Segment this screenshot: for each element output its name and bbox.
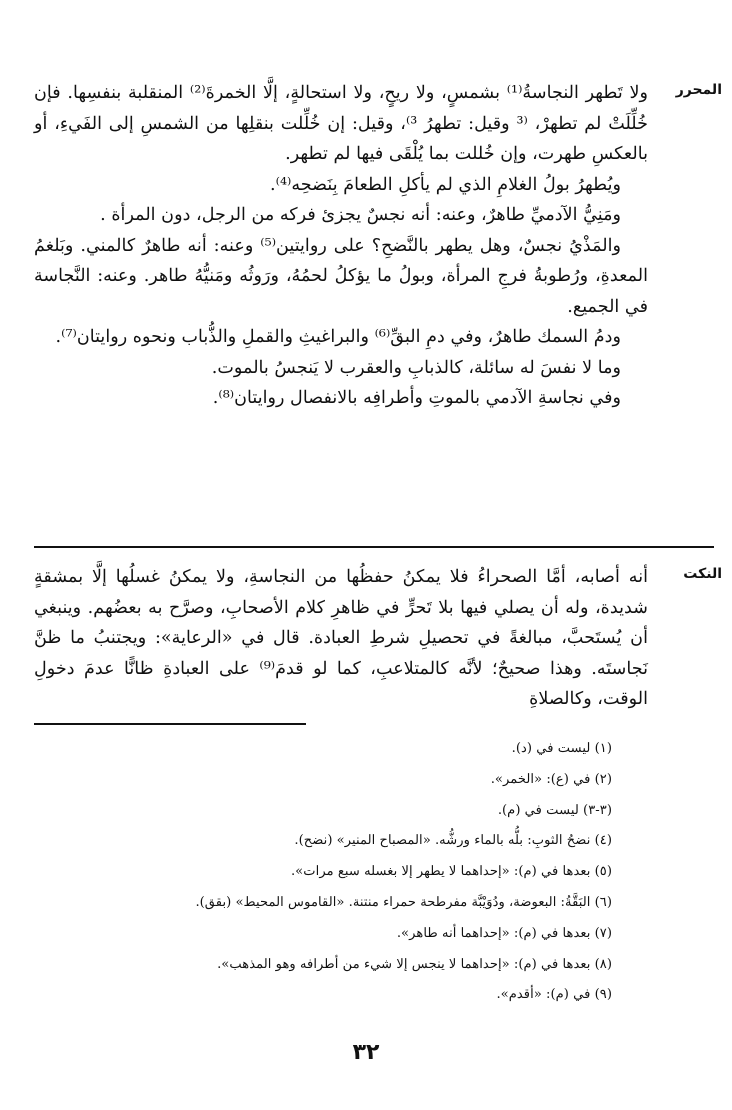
muharrar-paragraph: وما لا نفسَ له سائلة، كالذبابِ والعقرب لا يَنجسُ بالموت. (211, 357, 621, 378)
footnote: (٣-٣) ليست في (م). (497, 802, 612, 818)
footnote: (٩) في (م): «أقدم». (496, 987, 612, 1003)
nukat-paragraph: أنه أصابه، أمَّا الصحراءُ فلا يمكنُ حفظُها من النجاسةِ، ولا يمكنُ غسلُها إلَّا بمشقةٍ شديدة، وله أن يصلي فيها بلا تَحرٍّ في ظاهرِ كلام الأصحابِ، وصرَّح به بعضُهم. وينبغي أن يُستَحبَّ، مبالغةً في تحصيلِ شرطِ العبادة. قال في «الرعاية»: ويجتنبُ ما ظنَّ نَجاستَه. وهذا صحيحٌ؛ لأنَّه كالمتلاعبِ، كما لو قدمَ⁽⁹⁾ على العبادةِ ظانًّا عدمَ دخولِ الوقت، وكالصلاةِ (34, 567, 648, 709)
muharrar-paragraph: ولا تَطهر النجاسةُ⁽¹⁾ بشمسٍ، ولا ريحٍ، ولا استحالةٍ، إلَّا الخمرةَ⁽²⁾ المنقلبة بنفسِها. فإن خُلِّلَتْ لم تطهرْ، ⁽³ وقيل: تطهرُ ³⁾، وقيل: إن خُلِّلت بنقلِها من الشمسِ إلى الفَيءِ، أو بالعكسِ طهرت، وإن خُللت بما يُلْقَى فيها لم تطهر. (34, 83, 648, 164)
section-divider (34, 546, 714, 548)
muharrar-paragraph: ويُطهرُ بولُ الغلامِ الذي لم يأكلِ الطعامَ بِنَضحِه⁽⁴⁾. (270, 174, 621, 195)
footnote: (٤) نضحُ الثوبِ: بلُّه بالماء ورشُّه. «المصباح المنير» (نضح). (294, 833, 612, 849)
footnote-separator (34, 723, 306, 725)
footnote-list (34, 734, 612, 1011)
muharrar-text-block (34, 78, 648, 414)
muharrar-paragraph: ودمُ السمك طاهرٌ، وفي دمِ البقِّ⁽⁶⁾ والبراغيثِ والقملِ والذُّباب ونحوه روايتان⁽⁷⁾. (55, 327, 621, 347)
section-label-nukat: النكت (683, 566, 722, 582)
footnote: (٨) بعدها في (م): «إحداهما لا ينجس إلا شيء من أطرافه وهو المذهب». (217, 956, 612, 972)
muharrar-paragraph: ومَنِيُّ الآدميِّ طاهرٌ، وعنه: أنه نجسٌ يجزئ فركه من الرجل، دون المرأة . (100, 205, 621, 225)
footnote: (٦) البَقَّةُ: البعوضة، ودُوَيْبَّة مفرطحة حمراء منتنة. «القاموس المحيط» (بقق). (195, 894, 612, 910)
nukat-text-block (34, 562, 648, 715)
muharrar-paragraph: وفي نجاسةِ الآدمي بالموتِ وأطرافِه بالانفصال روايتان⁽⁸⁾. (212, 388, 621, 408)
muharrar-paragraph: والمَذْيُ نجسٌ، وهل يطهر بالنَّضحِ؟ على روايتين⁽⁵⁾ وعنه: أنه طاهرٌ كالمني. وبَلغمُ المعدةِ، ورُطوبةُ فرجِ المرأة، وبولُ ما يؤكلُ لحمُهُ، ورَوثُه ومَنيُّهُ طاهر. وعنه: النَّجاسة في الجميع. (34, 235, 648, 317)
footnote: (٥) بعدها في (م): «إحداهما لا يطهر إلا بغسله سبع مرات». (290, 864, 612, 880)
footnote: (٢) في (ع): «الخمر». (490, 771, 612, 787)
section-label-muharrar: المحرر (675, 82, 722, 98)
page-number: ٣٢ (352, 1040, 380, 1065)
footnote: (٧) بعدها في (م): «إحداهما أنه طاهر». (396, 925, 612, 941)
footnote: (١) ليست في (د). (511, 741, 612, 756)
